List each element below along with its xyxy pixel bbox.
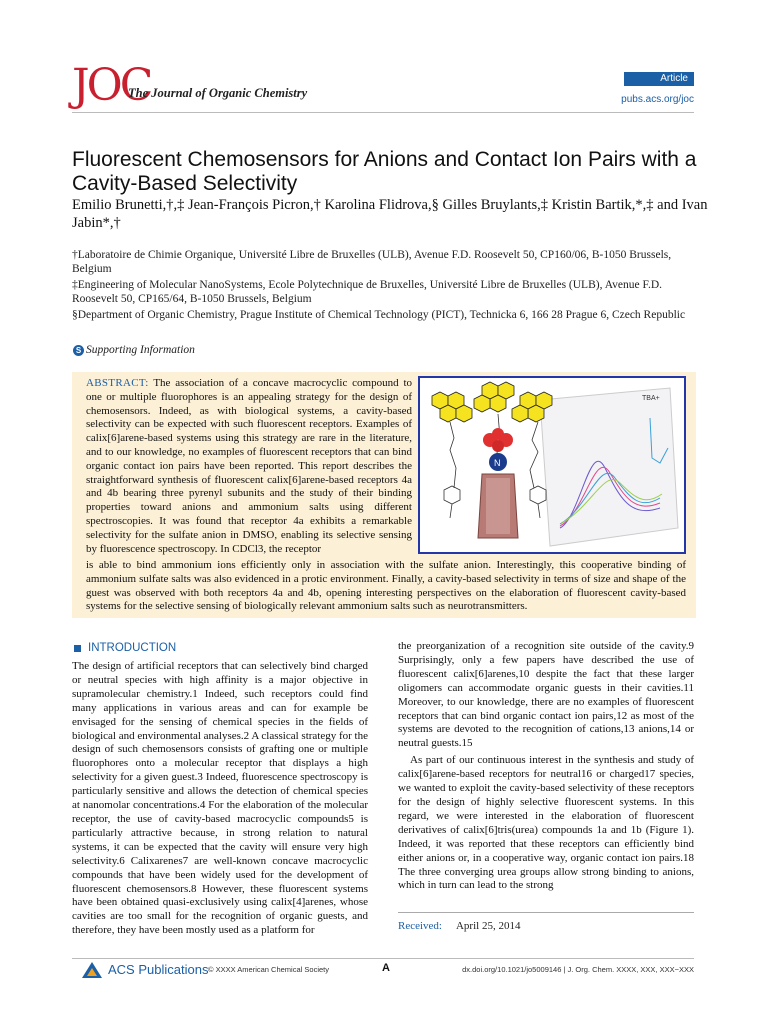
intro-paragraph-1: The design of artificial receptors that can selectively bind charged or neutral species with high affinity is a major objective in supramolecular chemistry.1 Indeed, such receptors could find many applications in various areas and can for example be envisaged for the sensing of chemical species in the fields of biological and environmental analyses.2 A classical strategy for the design of such chemosensors consists of grafting one or multiple fluorophores onto a molecular receptor that displays a high selectivity for a given guest.3 Indeed, fluorescence spectroscopy is particularly sensitive and allows the detection of chemical species at nanomolar concentrations.4 For the elaboration of the molecular receptor, the use of cavity-based macrocyclic compounds5 is particularly attractive because, in strong relation to natural systems, it can be expected that the cavity will ensure very high selectivity.6 Calixarenes7 are well-known concave macrocyclic compounds that have been widely used for the development of fluorescent chemosensors.8 However, these fluorescent systems have been obtained quasi-exclusively using calix[4]arenes, whose cavities are too small for the recognition of organic guests, and therefore, they have been mostly used as a platform for <box>72 660 368 937</box>
journal-logo[interactable]: JOC <box>72 60 151 111</box>
intro-left-column <box>72 660 368 938</box>
section-marker <box>74 645 81 652</box>
abstract-text-continued: is able to bind ammonium ions efficiently only in association with the sulfate anion. Interestingly, this cooperative binding of ammonium sulfate salts was also evidenced in a protic environment. Finally, a cavity-based selectivity in terms of size and shape of the guest was observed with both receptors 4a and 4b, opening interesting perspectives on the elaboration of fluorescent cavity-based systems for the selective sensing of biologically relevant ammonium salts such as neurotransmitters. <box>86 559 686 613</box>
abstract-text <box>86 377 412 556</box>
acs-logo-icon <box>80 960 104 980</box>
toc-illustration <box>420 378 684 552</box>
acs-publications-logo[interactable]: ACS Publications <box>108 962 209 977</box>
received-date <box>398 920 520 932</box>
abstract-part-1: The association of a concave macrocyclic compound to one or multiple fluorophores is an appealing strategy for the design of chemosensors. Indeed, as with biological systems, a cavity-based selectivity can be expected with such fluorescent receptors. Examples of calix[6]arene-based systems using this strategy are rare in the literature, and to our knowledge, no examples of fluorescent receptors that can bind organic contact ion pairs have been reported. This report describes the straightforward synthesis of fluorescent calix[6]arene-based receptors 4a and 4b bearing three pyrenyl subunits and the study of their binding properties toward anions and ammonium salts using different spectroscopies. It was found that receptor 4a exhibits a remarkable selectivity for the sulfate anion in DMSO, enabling its selective sensing by fluorescence spectroscopy. In CDCl3, the receptor <box>86 377 412 555</box>
spectra-panel <box>540 388 678 546</box>
introduction-heading: INTRODUCTION <box>88 642 177 654</box>
author-list: Emilio Brunetti,†,‡ Jean-François Picron,† Karolina Flidrova,§ Gilles Bruylants,‡ Kristin Bartik,*,‡ and Ivan Jabin*,† <box>72 197 708 231</box>
footer-divider <box>72 958 694 959</box>
affiliation-3: §Department of Organic Chemistry, Prague Institute of Chemical Technology (PICT), Technicka 6, 166 28 Prague 6, Czech Republic <box>72 309 686 321</box>
supporting-info-icon[interactable]: S <box>73 345 84 356</box>
journal-url[interactable]: pubs.acs.org/joc <box>621 94 694 105</box>
pyrene-icons <box>432 382 552 422</box>
article-badge: Article <box>624 72 694 86</box>
svg-text:N: N <box>494 458 501 468</box>
article-title: Fluorescent Chemosensors for Anions and Contact Ion Pairs with a Cavity-Based Selectivity <box>72 148 697 195</box>
intro-paragraph-3: As part of our continuous interest in the synthesis and study of calix[6]arene-based receptors for neutral16 or charged17 species, we wanted to exploit the cavity-based selectivity of these receptors for the design of highly selective fluorescent systems. In this regard, we were interested in the elaboration of fluorescent derivatives of calix[6]tris(urea) compounds 1a and 1b (Figure 1). Indeed, it was reported that these receptors can efficiently bind either anions or, in a cooperative way, organic contact ion pairs.18 The three converging urea groups allow strong binding to anions, which in turn can lead to the strong <box>398 754 694 892</box>
toc-label: TBA+ <box>642 395 660 402</box>
received-divider <box>398 912 694 913</box>
received-label: Received: <box>398 920 442 932</box>
journal-name: The Journal of Organic Chemistry <box>128 86 308 100</box>
calixarene-cavity <box>478 474 518 538</box>
sulfate-anion <box>483 428 513 452</box>
intro-paragraph-2: the preorganization of a recognition site outside of the cavity.9 Surprisingly, only a few papers have described the use of fluorescent calix[6]arenes,10 despite the fact that these larger oligomers can accommodate organic guests in their cavities.11 Moreover, to our knowledge, there are no examples of fluorescent receptors that can bind organic contact ion pairs,12 as most of the systems are devoted to the recognition of cations,13 anions,14 or neutral guests.15 <box>398 640 694 750</box>
page-number: A <box>382 962 390 974</box>
supporting-info-link[interactable]: Supporting Information <box>86 344 195 356</box>
received-value: April 25, 2014 <box>455 920 521 932</box>
affiliation-2: ‡Engineering of Molecular NanoSystems, Ecole Polytechnique de Bruxelles, Université Libre de Bruxelles (ULB), Avenue F.D. Roosevelt 50, CP165/64, B-1050 Brussels, Belgium <box>72 279 663 305</box>
abstract-label: ABSTRACT: <box>86 377 149 389</box>
doi-link[interactable]: dx.doi.org/10.1021/jo5009146 | J. Org. Chem. XXXX, XXX, XXX−XXX <box>462 965 694 974</box>
toc-graphic <box>418 376 686 554</box>
intro-right-column <box>398 640 694 893</box>
affiliation-1: †Laboratoire de Chimie Organique, Université Libre de Bruxelles (ULB), Avenue F.D. Roosevelt 50, CP160/06, B-1050 Brussels, Belgium <box>72 249 672 275</box>
header-divider <box>72 112 694 113</box>
copyright: © XXXX American Chemical Society <box>208 965 329 974</box>
